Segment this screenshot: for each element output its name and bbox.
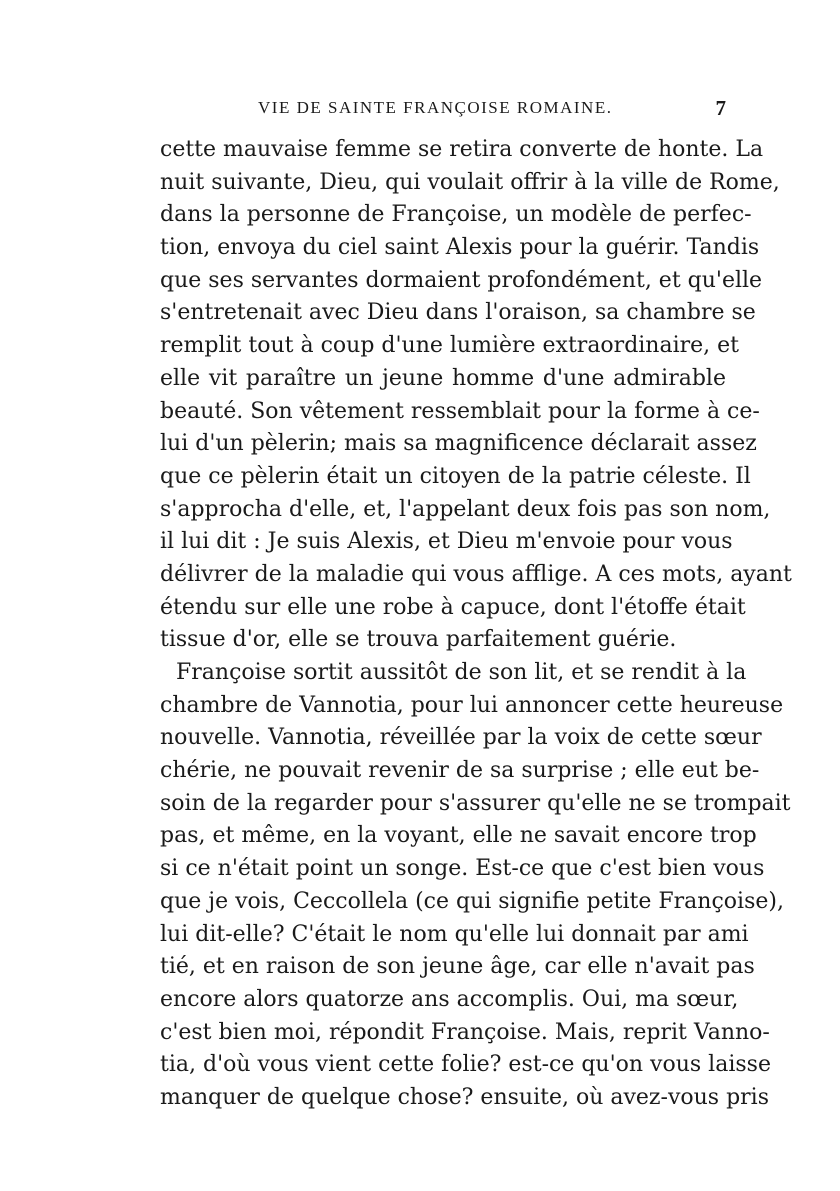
paragraph-end-line: tissue d'or, elle se trouva parfaitement guérie. — [160, 627, 677, 653]
text-line: tié, et en raison de son jeune âge, car elle n'avait pas — [160, 954, 755, 980]
body-text — [160, 134, 792, 1115]
text-line: manquer de quelque chose? ensuite, où avez-vous pris — [160, 1084, 770, 1110]
text-line: elle vit paraître un jeune homme d'une admirable — [160, 365, 726, 391]
text-line: dans la personne de Françoise, un modèle de perfec- — [160, 202, 752, 228]
text-line: délivrer de la maladie qui vous afflige. A ces mots, ayant — [160, 561, 792, 587]
text-line: tia, d'où vous vient cette folie? est-ce qu'on vous laisse — [160, 1052, 771, 1078]
text-line: s'approcha d'elle, et, l'appelant deux fois pas son nom, — [160, 496, 771, 522]
running-head — [160, 98, 726, 124]
text-line: remplit tout à coup d'une lumière extraordinaire, et — [160, 333, 740, 359]
text-line: étendu sur elle une robe à capuce, dont l'étoffe était — [160, 594, 746, 620]
text-line: il lui dit : Je suis Alexis, et Dieu m'envoie pour vous — [160, 529, 733, 555]
text-line: nuit suivante, Dieu, qui voulait offrir à la ville de Rome, — [160, 169, 780, 195]
text-line: chérie, ne pouvait revenir de sa surprise ; elle eut be- — [160, 758, 760, 784]
text-line: que ses servantes dormaient profondément, et qu'elle — [160, 267, 763, 293]
text-line: nouvelle. Vannotia, réveillée par la voix de cette sœur — [160, 725, 762, 751]
text-line: si ce n'était point un songe. Est-ce que c'est bien vous — [160, 856, 765, 882]
running-title: VIE DE SAINTE FRANÇOISE ROMAINE. — [258, 98, 613, 117]
text-line: soin de la regarder pour s'assurer qu'elle ne se trompait — [160, 790, 791, 816]
text-line: s'entretenait avec Dieu dans l'oraison, sa chambre se — [160, 300, 756, 326]
text-line: c'est bien moi, répondit Françoise. Mais, reprit Vanno- — [160, 1019, 770, 1045]
text-line: que ce pèlerin était un citoyen de la patrie céleste. Il — [160, 463, 751, 489]
text-line: que je vois, Ceccollela (ce qui signifie petite Françoise), — [160, 888, 784, 914]
text-line: tion, envoya du ciel saint Alexis pour la guérir. Tandis — [160, 235, 760, 261]
text-line: pas, et même, en la voyant, elle ne savait encore trop — [160, 823, 757, 849]
text-line: encore alors quatorze ans accomplis. Oui, ma sœur, — [160, 986, 739, 1012]
text-line: lui dit-elle? C'était le nom qu'elle lui donnait par ami — [160, 921, 749, 947]
page-number: 7 — [715, 96, 726, 120]
text-line: cette mauvaise femme se retira converte de honte. La — [160, 137, 764, 162]
text-line: beauté. Son vêtement ressemblait pour la forme à ce- — [160, 398, 760, 424]
paragraph-start-line: Françoise sortit aussitôt de son lit, et se rendit à la — [176, 660, 747, 685]
text-line: chambre de Vannotia, pour lui annoncer cette heureuse — [160, 692, 784, 718]
text-line: lui d'un pèlerin; mais sa magnificence déclarait assez — [160, 431, 757, 457]
